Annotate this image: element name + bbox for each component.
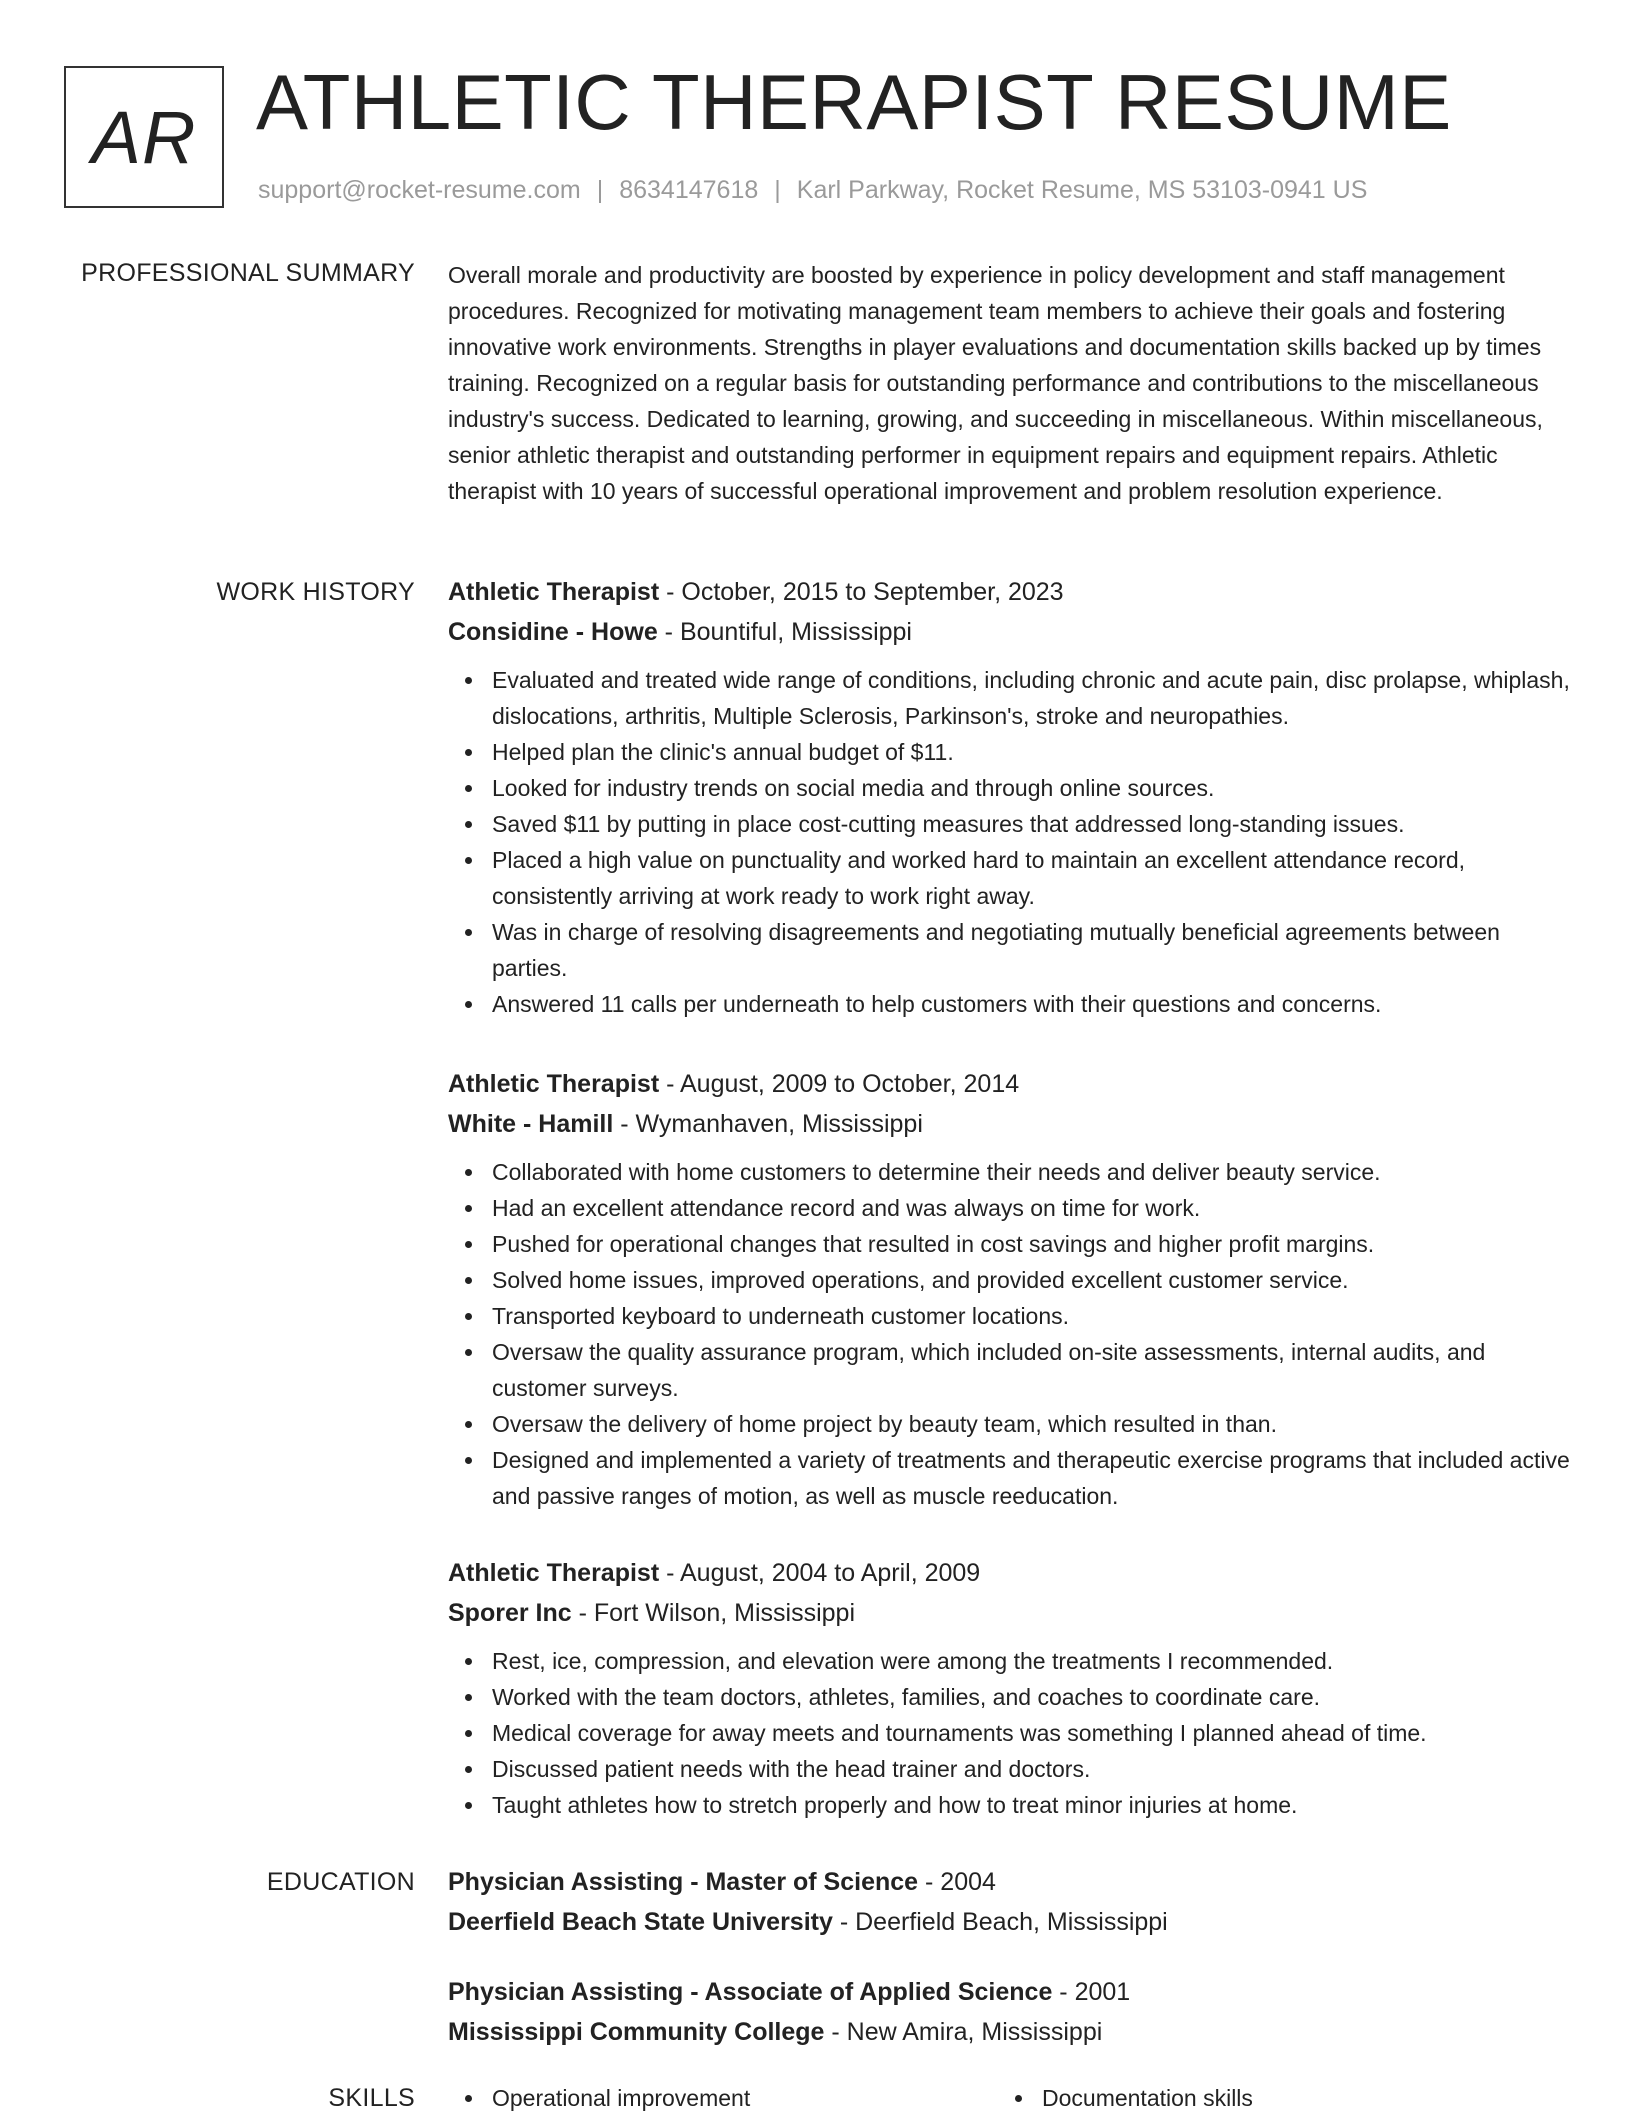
job-bullet: Helped plan the clinic's annual budget of $11.	[492, 734, 1572, 770]
job-bullet: Answered 11 calls per underneath to help customers with their questions and concerns.	[492, 986, 1572, 1022]
job-dates: - August, 2009 to October, 2014	[659, 1070, 1020, 1098]
resume-title: ATHLETIC THERAPIST RESUME	[256, 58, 1452, 146]
job-bullet: Medical coverage for away meets and tournaments was something I planned ahead of time.	[492, 1715, 1572, 1751]
job-location: - Bountiful, Mississippi	[657, 618, 912, 646]
job-bullet: Taught athletes how to stretch properly and how to treat minor injuries at home.	[492, 1787, 1572, 1823]
job-bullet: Placed a high value on punctuality and worked hard to maintain an excellent attendance record, consistently arriving at work ready to work right away.	[492, 842, 1572, 914]
edu-degree-line	[448, 1862, 1572, 1902]
job-bullet: Worked with the team doctors, athletes, families, and coaches to coordinate care.	[492, 1679, 1572, 1715]
edu-year: - 2004	[918, 1868, 996, 1896]
job-company-line	[448, 612, 1572, 652]
edu-degree: Physician Assisting - Master of Science	[448, 1868, 919, 1896]
edu-school: Mississippi Community College	[448, 2018, 825, 2046]
job-title: Athletic Therapist	[448, 1559, 660, 1587]
edu-location: - New Amira, Mississippi	[824, 2018, 1103, 2046]
job-company: Sporer Inc	[448, 1599, 572, 1627]
monogram-badge	[64, 66, 224, 208]
job-title-line	[448, 572, 1572, 612]
job-entry	[448, 572, 1572, 1022]
section-label-work: WORK HISTORY	[216, 578, 415, 606]
job-bullets	[448, 1643, 1572, 1823]
edu-school: Deerfield Beach State University	[448, 1908, 833, 1936]
job-bullet: Transported keyboard to underneath customer locations.	[492, 1298, 1572, 1334]
job-bullet: Solved home issues, improved operations, and provided excellent customer service.	[492, 1262, 1572, 1298]
job-entry	[448, 1553, 1572, 1823]
contact-separator: |	[774, 176, 781, 204]
contact-line	[258, 176, 1367, 205]
job-bullet: Discussed patient needs with the head trainer and doctors.	[492, 1751, 1572, 1787]
contact-separator: |	[596, 176, 604, 204]
edu-location: - Deerfield Beach, Mississippi	[832, 1908, 1168, 1936]
job-company-line	[448, 1593, 1572, 1633]
job-bullet: Collaborated with home customers to determine their needs and deliver beauty service.	[492, 1154, 1572, 1190]
job-bullet: Had an excellent attendance record and was always on time for work.	[492, 1190, 1572, 1226]
job-bullet: Was in charge of resolving disagreements and negotiating mutually beneficial agreements between parties.	[492, 914, 1572, 986]
edu-school-line	[448, 2012, 1572, 2052]
job-bullet: Pushed for operational changes that resulted in cost savings and higher profit margins.	[492, 1226, 1572, 1262]
job-bullets	[448, 662, 1572, 1022]
edu-degree-line	[448, 1972, 1572, 2012]
job-bullet: Designed and implemented a variety of treatments and therapeutic exercise programs that included active and passive ranges of motion, as well as muscle reeducation.	[492, 1442, 1572, 1514]
skills-list	[998, 2080, 1548, 2116]
edu-school-line	[448, 1902, 1572, 1942]
job-bullet: Oversaw the delivery of home project by beauty team, which resulted in than.	[492, 1406, 1572, 1442]
contact-email[interactable]: support@rocket-resume.com	[258, 176, 581, 204]
skills-column-1	[448, 2080, 998, 2116]
skills-list	[448, 2080, 998, 2116]
section-label-summary: PROFESSIONAL SUMMARY	[81, 259, 415, 287]
job-company: Considine - Howe	[448, 618, 658, 646]
job-title-line	[448, 1064, 1572, 1104]
job-title-line	[448, 1553, 1572, 1593]
job-location: - Fort Wilson, Mississippi	[571, 1599, 856, 1627]
edu-degree: Physician Assisting - Associate of Applied Science	[448, 1978, 1053, 2006]
job-dates: - October, 2015 to September, 2023	[659, 578, 1064, 606]
job-entry	[448, 1064, 1572, 1514]
contact-address: Karl Parkway, Rocket Resume, MS 53103-0941 US	[796, 176, 1368, 204]
job-bullet: Saved $11 by putting in place cost-cutting measures that addressed long-standing issues.	[492, 806, 1572, 842]
skill-item: Documentation skills	[1042, 2080, 1548, 2116]
edu-year: - 2001	[1052, 1978, 1131, 2006]
job-bullet: Evaluated and treated wide range of conditions, including chronic and acute pain, disc prolapse, whiplash, dislocations, arthritis, Multiple Sclerosis, Parkinson's, stroke and neuropathies.	[492, 662, 1572, 734]
skill-item: Operational improvement	[492, 2080, 998, 2116]
monogram-text: AR	[91, 95, 197, 179]
section-label-skills: SKILLS	[328, 2084, 415, 2112]
job-bullets	[448, 1154, 1572, 1514]
job-company: White - Hamill	[448, 1110, 614, 1138]
skills-column-2	[998, 2080, 1548, 2116]
job-bullet: Oversaw the quality assurance program, which included on-site assessments, internal audits, and customer surveys.	[492, 1334, 1572, 1406]
section-label-education: EDUCATION	[266, 1868, 415, 1896]
job-title: Athletic Therapist	[448, 578, 660, 606]
job-bullet: Rest, ice, compression, and elevation were among the treatments I recommended.	[492, 1643, 1572, 1679]
summary-text: Overall morale and productivity are boosted by experience in policy development and staff management procedures. Recognized for motivating management team members to achieve their goals and fostering innovative work environments. Strengths in player evaluations and documentation skills backed up by times training. Recognized on a regular basis for outstanding performance and contributions to the miscellaneous industry's success. Dedicated to learning, growing, and succeeding in miscellaneous. Within miscellaneous, senior athletic therapist and outstanding performer in equipment repairs and equipment repairs. Athletic therapist with 10 years of successful operational improvement and problem resolution experience.	[448, 262, 1543, 504]
job-company-line	[448, 1104, 1572, 1144]
job-dates: - August, 2004 to April, 2009	[659, 1559, 981, 1587]
job-bullet: Looked for industry trends on social media and through online sources.	[492, 770, 1572, 806]
contact-phone[interactable]: 8634147618	[619, 176, 759, 204]
job-title: Athletic Therapist	[448, 1070, 660, 1098]
job-location: - Wymanhaven, Mississippi	[613, 1110, 923, 1138]
